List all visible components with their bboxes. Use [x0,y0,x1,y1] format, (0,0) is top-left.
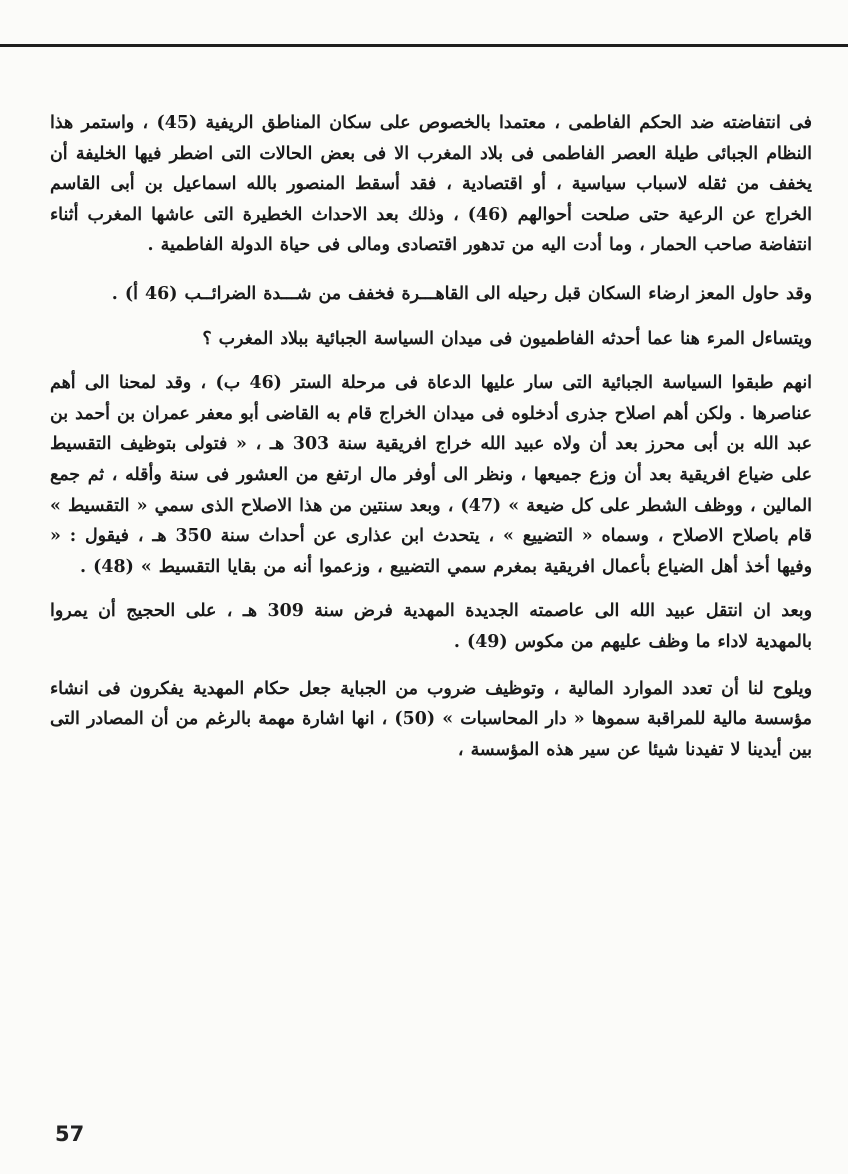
paragraph-1: فى انتفاضته ضد الحكم الفاطمى ، معتمدا بالخصوص على سكان المناطق الريفية (45) ، واستمر هذا النظام الجبائى طيلة العصر الفاطمى فى بلاد المغرب الا فى بعض الحالات التى اضطر فيها الخليفة أن يخفف من ثقله لاسباب سياسية ، أو اقتصادية ، فقد أسقط المنصور بالله اسماعيل بن أبى القاسم الخراج عن الرعية حتى صلحت أحوالهم (46) ، وذلك بعد الاحداث الخطيرة التى عاشها المغرب أثناء انتفاضة صاحب الحمار ، وما أدت اليه من تدهور اقتصادى ومالى فى حياة الدولة الفاطمية . [50,113,812,256]
paragraph-6: ويلوح لنا أن تعدد الموارد المالية ، وتوظيف ضروب من الجباية جعل حكام المهدية يفكرون فى انشاء مؤسسة مالية للمراقبة سموها « دار المحاسبات » (50) ، انها اشارة مهمة بالرغم من أن المصادر التى بين أيدينا لا تفيدنا شيئا عن سير هذه المؤسسة ، [50,678,812,760]
paragraph-4: انهم طبقوا السياسة الجبائية التى سار عليها الدعاة فى مرحلة الستر (46 ب) ، وقد لمحنا الى أهم عناصرها . ولكن أهم اصلاح جذرى أدخلوه فى ميدان الخراج قام به القاضى أبو معفر عمران بن أحمد بن عبد الله بن أبى محرز بعد أن ولاه عبيد الله خراج افريقية سنة 303 هـ ، « فتولى بتوظيف التقسيط على ضياع افريقية بعد أن وزع جميعها ، ونظر الى أوفر مال ارتفع من العشور فى سنة وأقله ، ثم جمع المالين ، ووظف الشطر على كل ضيعة » (47) ، وبعد سنتين من هذا الاصلاح الذى سمي « التقسيط » قام باصلاح الاصلاح ، وسماه « التضييع » ، يتحدث ابن عذارى عن أحداث سنة 350 هـ ، فيقول : « وفيها أخذ أهل الضياع بأعمال افريقية بمغرم سمي التضييع ، وزعموا أنه من بقايا التقسيط » (48) . [50,373,812,577]
page-number: 57 [55,1122,85,1146]
body-text [50,108,812,765]
paragraph-3: ويتساءل المرء هنا عما أحدثه الفاطميون فى ميدان السياسة الجبائية ببلاد المغرب ؟ [202,328,812,349]
paragraph-2: وقد حاول المعز ارضاء السكان قبل رحيله الى القاهـــرة فخفف من شـــدة الضرائــب (46 أ) . [111,283,812,304]
header-rule [0,44,848,47]
paragraph-5: وبعد ان انتقل عبيد الله الى عاصمته الجديدة المهدية فرض سنة 309 هـ ، على الحجيج أن يمروا بالمهدية لاداء ما وظف عليهم من مكوس (49) . [50,601,812,652]
